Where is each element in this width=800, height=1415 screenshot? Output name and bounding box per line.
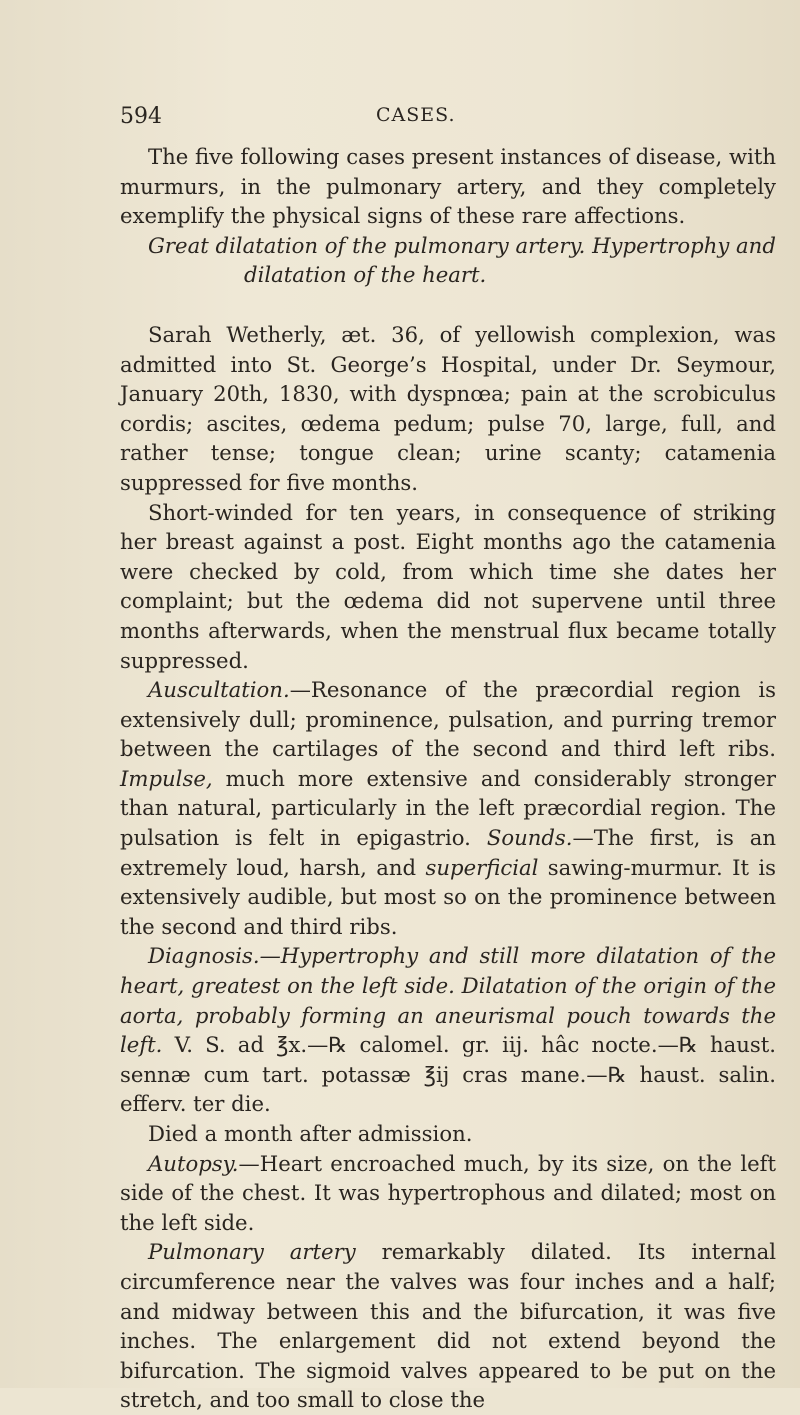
autopsy-label: Autopsy. [148, 1150, 239, 1176]
death-paragraph: Died a month after admission. [148, 1121, 473, 1146]
running-head: CASES. [376, 104, 456, 126]
diagnosis-text: Diagnosis.—Hypertrophy and still more dilatation of the heart, greatest on the left side. Dilatation of the origin of the aorta, probably forming an aneurismal pouch towards the left. [120, 943, 776, 1058]
impulse-label: Impulse, [120, 765, 213, 791]
case-heading [120, 231, 776, 290]
case-heading-line1: Great dilatation of the pulmonary artery. Hypertrophy and [148, 232, 776, 258]
page-body [120, 142, 776, 1415]
autopsy-paragraph [120, 1149, 776, 1238]
auscultation-paragraph [120, 675, 776, 941]
page-header [120, 104, 720, 134]
autopsy-text: —Heart encroached much, by its size, on the left side of the chest. It was hypertrophous and dilated; most on the left side. [120, 1150, 776, 1235]
sounds-label: Sounds. [486, 825, 573, 851]
auscultation-text-1: —Resonance of the præcordial region is extensively dull; prominence, pulsation, and purring tremor between the cartilages of the second and third left ribs. [120, 677, 776, 762]
sounds-text-1: —The first, is an extremely loud, harsh, and [120, 825, 776, 880]
pulmonary-paragraph [120, 1237, 776, 1415]
diagnosis-paragraph [120, 941, 776, 1119]
case-heading-line2: dilatation of the heart. [244, 262, 487, 288]
pulmonary-text: remarkably dilated. Its internal circumference near the valves was four inches and a half; and midway between this and the bifurcation, it was five inches. The enlargement did not extend beyond the bifurcation. The sigmoid valves appeared to be put on the stretch, and too small to close the [120, 1239, 776, 1413]
page-number: 594 [120, 104, 162, 129]
auscultation-label: Auscultation. [148, 677, 290, 703]
auscultation-text-2: much more extensive and considerably stronger than natural, particularly in the left præcordial region. The pulsation is felt in epigastrio. [120, 765, 776, 851]
superficial-label: superficial [425, 854, 539, 880]
prescription-text: V. S. ad ℥x.—℞ calomel. gr. iij. hâc nocte.—℞ haust. sennæ cum tart. potassæ ℥ij cras mane.—℞ haust. salin. efferv. ter die. [120, 1032, 776, 1117]
sounds-text-2: sawing-murmur. It is extensively audible, but most so on the prominence between the second and third ribs. [120, 854, 776, 939]
case-intro-paragraph: Sarah Wetherly, æt. 36, of yellowish complexion, was admitted into St. George’s Hospital, under Dr. Seymour, January 20th, 1830, with dyspnœa; pain at the scrobiculus cordis; ascites, œdema pedum; pulse 70, large, full, and rather tense; tongue clean; urine scanty; catamenia suppressed for five months. [120, 321, 776, 495]
pulmonary-label: Pulmonary artery [148, 1239, 356, 1265]
intro-paragraph: The five following cases present instances of disease, with murmurs, in the pulmonary artery, and they completely exemplify the physical signs of these rare affections. [120, 144, 777, 229]
history-paragraph: Short-winded for ten years, in consequence of striking her breast against a post. Eight months ago the catamenia were checked by cold, from which time she dates her complaint; but the œdema did not supervene until three months afterwards, when the menstrual flux became totally suppressed. [120, 499, 776, 673]
